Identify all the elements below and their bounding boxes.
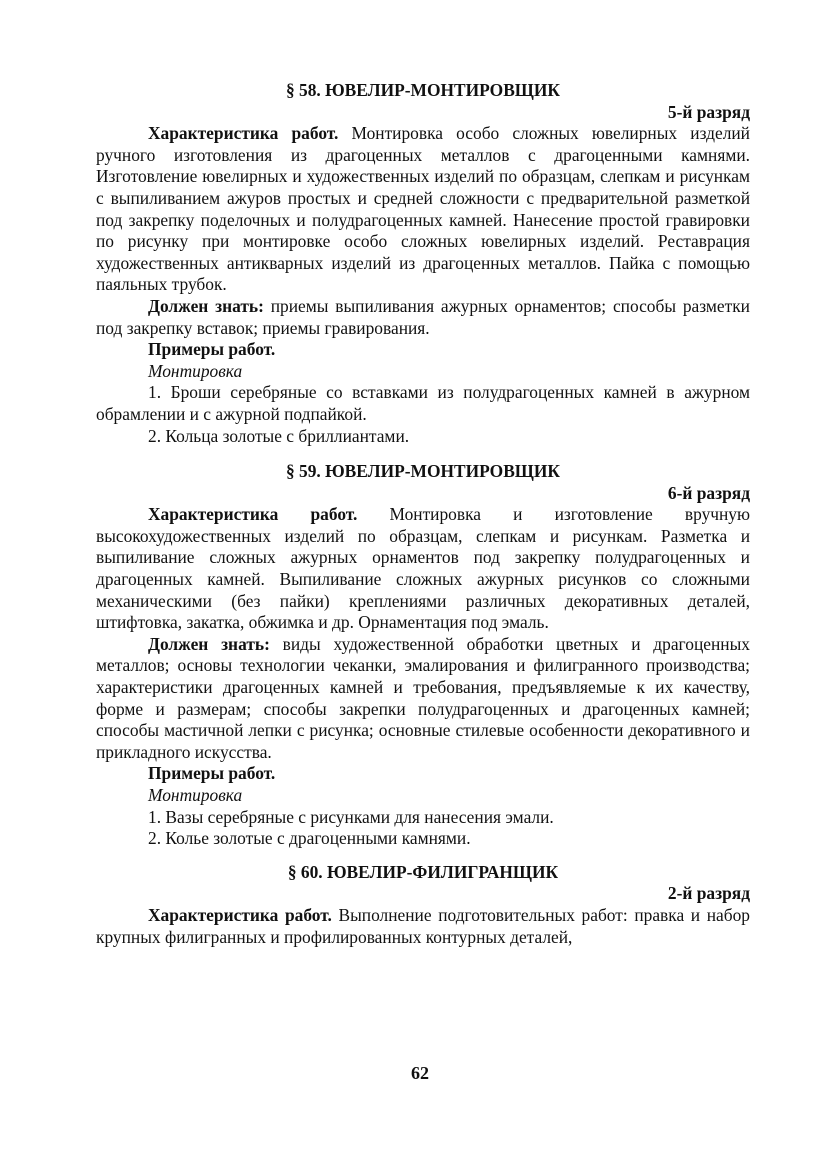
section-58-knowledge	[96, 296, 750, 339]
section-58-examples-subheading: Монтировка	[148, 360, 243, 381]
spacer	[96, 447, 750, 461]
characteristics-text: Монтировка особо сложных ювелирных изделий ручного изготовления из драгоценных металлов с драгоценными камнями. Изготовление ювелирных и художественных изделий по образцам, слепкам и рисункам с выпиливанием ажуров простых и средней сложности с предварительной разметкой под закрепку поделочных и полудрагоценных камней. Нанесение простой гравировки по рисунку при монтировке особо сложных ювелирных изделий. Реставрация художественных антикварных изделий из драгоценных металлов. Пайка с помощью паяльных трубок.	[96, 123, 750, 295]
section-59-knowledge	[96, 634, 750, 764]
section-59-grade: 6-й разряд	[667, 482, 750, 503]
page-number: 62	[411, 1063, 429, 1083]
knowledge-label: Должен знать:	[148, 633, 270, 654]
spacer	[96, 850, 750, 862]
knowledge-label: Должен знать:	[148, 295, 264, 316]
section-60-title: § 60. ЮВЕЛИР-ФИЛИГРАНЩИК	[287, 861, 559, 882]
section-60-grade: 2-й разряд	[667, 883, 750, 904]
section-58-title: § 58. ЮВЕЛИР-МОНТИРОВЩИК	[285, 80, 561, 100]
section-58-grade: 5-й разряд	[667, 101, 750, 122]
knowledge-text: приемы выпиливания ажурных орнаментов; способы разметки под закрепку вставок; приемы гравирования.	[96, 295, 750, 338]
characteristics-label: Характеристика работ.	[148, 504, 358, 525]
section-60-characteristics	[96, 905, 750, 948]
section-58-characteristics	[96, 123, 750, 296]
section-59-examples-subheading: Монтировка	[148, 785, 243, 805]
section-58-examples-label: Примеры работ.	[148, 339, 276, 360]
section-59-title: § 59. ЮВЕЛИР-МОНТИРОВЩИК	[285, 461, 561, 482]
characteristics-label: Характеристика работ.	[148, 904, 332, 925]
characteristics-text: Выполнение подготовительных работ: правка и набор крупных филигранных и профилированных контурных деталей,	[96, 904, 750, 947]
section-59-example-item: 2. Колье золотые с драгоценными камнями.	[148, 828, 471, 849]
page-content	[96, 80, 750, 948]
characteristics-label: Характеристика работ.	[148, 123, 339, 144]
characteristics-text: Монтировка и изготовление вручную высокохудожественных изделий по образцам, слепкам и рисункам. Разметка и выпиливание сложных ажурных орнаментов под закрепку полудрагоценных и драгоценных камней. Выпиливание сложных ажурных рисунков со сложными механическими (без пайки) креплениями различных декоративных деталей, штифтовка, закатка, обжимка и др. Орнаментация под эмаль.	[96, 504, 750, 633]
section-58-example-item: 2. Кольца золотые с бриллиантами.	[148, 425, 410, 446]
section-59-characteristics	[96, 504, 750, 634]
section-59-example-item: 1. Вазы серебряные с рисунками для нанесения эмали.	[148, 806, 554, 827]
section-59-examples-label: Примеры работ.	[148, 763, 276, 784]
section-58-example-item: 1. Броши серебряные со вставками из полудрагоценных камней в ажурном обрамлении и с ажурной подпайкой.	[96, 382, 750, 424]
knowledge-text: виды художественной обработки цветных и драгоценных металлов; основы технологии чеканки, эмалирования и филигранного производства; характеристики драгоценных камней и требования, предъявляемые к их качеству, форме и размерам; способы закрепки полудрагоценных и драгоценных камней; способы мастичной лепки с рисунка; основные стилевые особенности декоративного и прикладного искусства.	[96, 633, 750, 762]
